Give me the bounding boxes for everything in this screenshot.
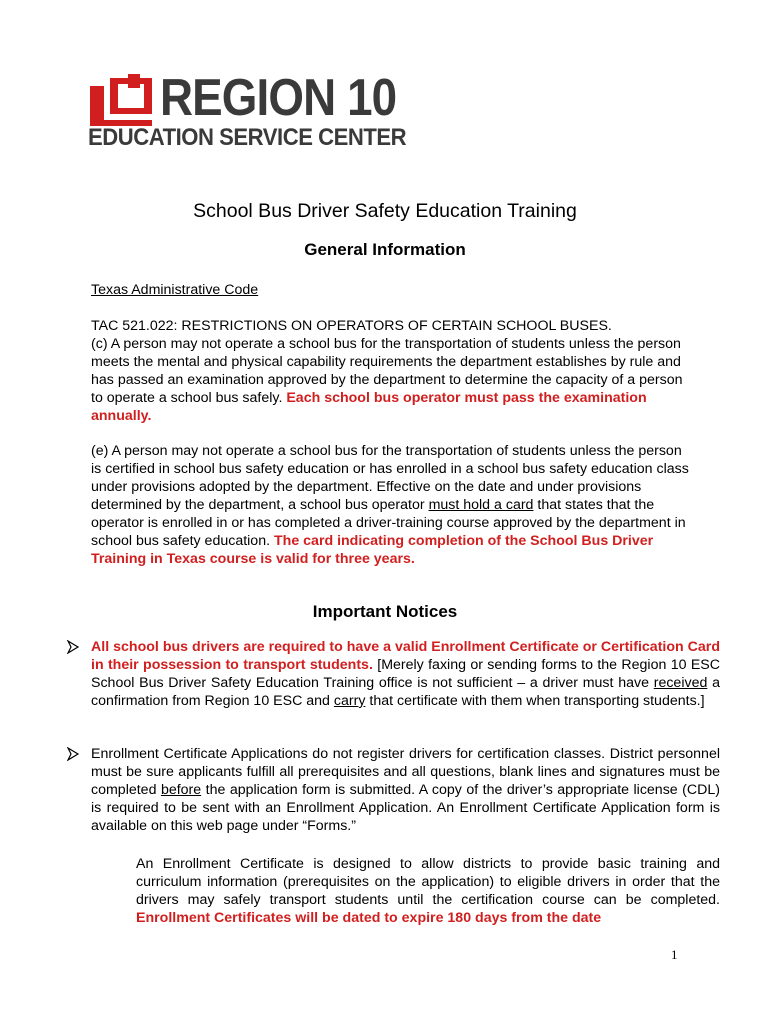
document-title: School Bus Driver Safety Education Training <box>193 200 577 222</box>
indent-text: An Enrollment Certificate is designed to allow districts to provide basic training and curriculum information (prerequisites on the application) to eligible drivers in order that the drivers may safely transport students until the certification course can be completed. <box>136 856 720 908</box>
paragraph-c <box>91 317 691 425</box>
notice-bullet-2 <box>66 745 720 835</box>
enrollment-certificate-paragraph <box>136 855 720 927</box>
paragraph-e <box>91 442 691 568</box>
arrow-bullet-icon <box>66 640 80 654</box>
arrow-bullet-icon <box>66 747 80 761</box>
paragraph-c-text: (c) A person may not operate a school bus for the transportation of students unless the person meets the mental and physical capability requirements the department establishes by rule and has passed an examination approved by the department to determine the capacity of a person to operate a school bus safely. <box>91 336 683 406</box>
bullet-1-text-2: a confirmation from Region 10 ESC and <box>91 675 720 709</box>
bullet-1-text-3: that certificate with them when transporting students.] <box>369 693 705 709</box>
general-information-heading: General Information <box>304 240 466 259</box>
important-notices-heading: Important Notices <box>312 602 458 621</box>
logo-subtitle: EDUCATION SERVICE CENTER <box>88 124 407 151</box>
logo-name: REGION 10 <box>160 69 397 127</box>
bullet-2-underline: before <box>160 782 202 798</box>
page-number: 1 <box>671 947 678 962</box>
bullet-1-text-1: [Merely faxing or sending forms to the Region 10 ESC School Bus Driver Safety Education Training office is not sufficient – a driver must have <box>91 657 721 691</box>
paragraph-e-underline: must hold a card <box>428 497 534 513</box>
bullet-2-text-1: Enrollment Certificate Applications do not register drivers for certification classes. District personnel must be sure applicants fulfill all prerequisites and all questions, blank lines and signatures must be completed <box>91 746 720 798</box>
paragraph-e-highlight: The card indicating completion of the School Bus Driver Training in Texas course is valid for three years. <box>91 533 654 567</box>
paragraph-c-highlight: Each school bus operator must pass the examination annually. <box>91 390 647 424</box>
paragraph-e-text-1: (e) A person may not operate a school bus for the transportation of students unless the person is certified in school bus safety education or has enrolled in a school bus safety education class under provisions adopted by the department. Effective on the date and under provisions determined by the department, a school bus operator <box>91 443 689 513</box>
notice-bullet-1 <box>66 638 720 710</box>
bullet-1-underline-1: received <box>653 675 708 691</box>
bullet-2-text-2: the application form is submitted. A copy of the driver’s appropriate license (CDL) is required to be sent with an Enrollment Application. An Enrollment Certificate Application form is available on this web page under “Forms.” <box>91 782 720 834</box>
indent-highlight: Enrollment Certificates will be dated to expire 180 days from the date <box>136 910 602 926</box>
paragraph-e-text-2: that states that the operator is enrolled in or has completed a driver-training course approved by the department in school bus safety education. <box>91 497 686 549</box>
code-label: Texas Administrative Code <box>91 282 259 298</box>
bullet-1-highlight: All school bus drivers are required to have a valid Enrollment Certificate or Certification Card in their possession to transport students. <box>91 639 720 673</box>
bullet-1-underline-2: carry <box>333 693 366 709</box>
tac-heading: TAC 521.022: RESTRICTIONS ON OPERATORS OF CERTAIN SCHOOL BUSES. <box>91 318 612 334</box>
region10-logo-mark-icon <box>88 74 154 126</box>
region10-logo <box>88 69 448 156</box>
